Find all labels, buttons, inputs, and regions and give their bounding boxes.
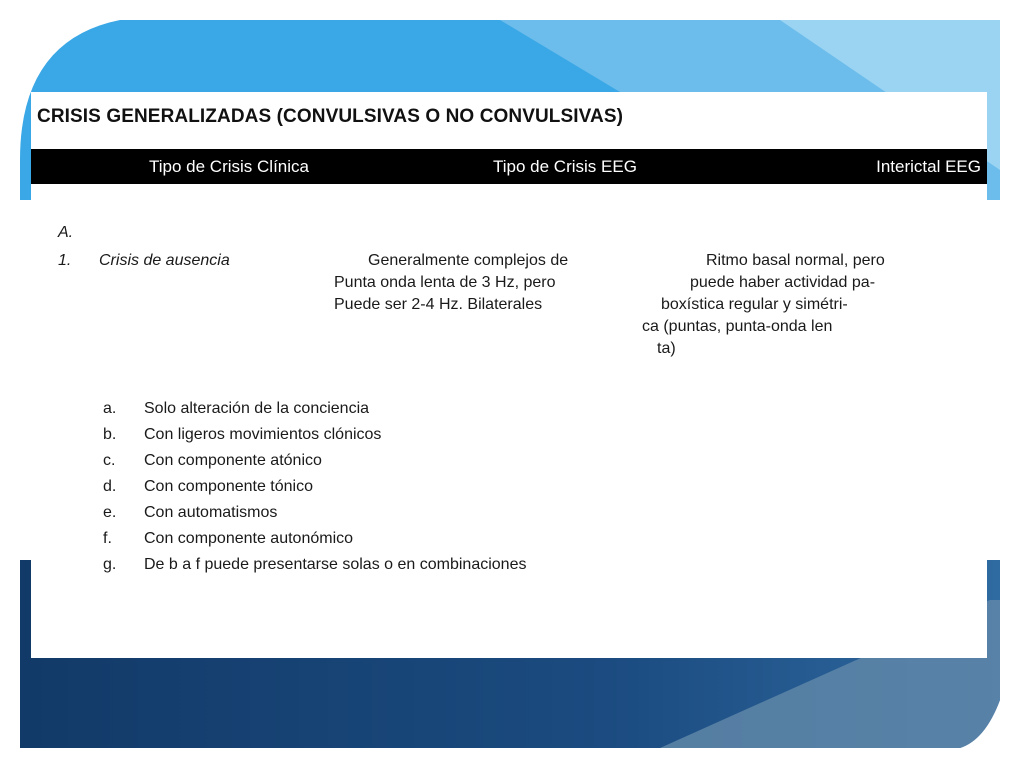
subitem-letter: c. (103, 452, 116, 469)
subitem-text: De b a f puede presentarse solas o en combinaciones (144, 556, 527, 573)
subitem-text: Solo alteración de la conciencia (144, 400, 370, 417)
interictal-line-2: puede haber actividad pa- (690, 274, 876, 291)
subitem-text: Con automatismos (144, 504, 278, 521)
column-header-eeg: Tipo de Crisis EEG (493, 157, 637, 176)
eeg-line-2: Punta onda lenta de 3 Hz, pero (334, 274, 556, 291)
subitem-letter: f. (103, 530, 112, 547)
interictal-line-1: Ritmo basal normal, pero (706, 252, 885, 269)
subitem-letter: g. (103, 556, 117, 573)
subitem-text: Con componente autonómico (144, 530, 354, 547)
item-name: Crisis de ausencia (99, 252, 230, 269)
table-header-bar (31, 149, 987, 184)
interictal-line-5: ta) (657, 340, 676, 357)
interictal-line-3: boxística regular y simétri- (661, 296, 848, 313)
eeg-line-3: Puede ser 2-4 Hz. Bilaterales (334, 296, 543, 313)
subitem-letter: a. (103, 400, 117, 417)
subitem-letter: d. (103, 478, 117, 495)
column-header-clinical: Tipo de Crisis Clínica (149, 157, 309, 176)
subitem-letter: e. (103, 504, 117, 521)
subitem-text: Con componente tónico (144, 478, 313, 495)
subitem-text: Con ligeros movimientos clónicos (144, 426, 382, 443)
column-header-interictal: Interictal EEG (876, 157, 981, 176)
slide-title: CRISIS GENERALIZADAS (CONVULSIVAS O NO CONVULSIVAS) (37, 106, 624, 127)
subitem-text: Con componente atónico (144, 452, 322, 469)
eeg-line-1: Generalmente complejos de (368, 252, 569, 269)
section-label: A. (58, 224, 74, 241)
subitem-letter: b. (103, 426, 117, 443)
item-number: 1. (58, 252, 72, 269)
interictal-line-4: ca (puntas, punta-onda len (642, 318, 833, 335)
slide-content (31, 92, 987, 658)
